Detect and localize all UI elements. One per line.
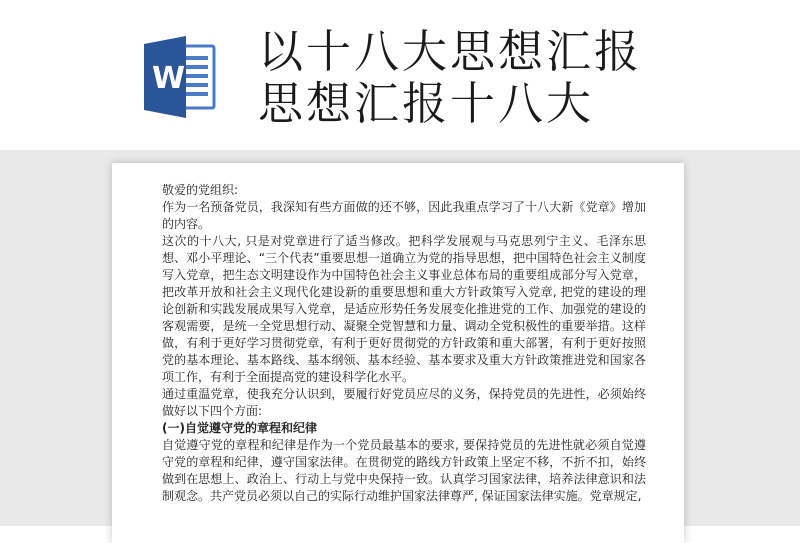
paragraph-section-1: 自觉遵守党的章程和纪律是作为一个党员最基本的要求, 要保持党员的先进性就必须自觉遵守党的章程和纪律，遵守国家法律。在贯彻党的路线方针政策上坚定不移，不折不扣，始终做到在思想上、政治上、行动上与党中央保持一致。认真学习国家法律，培养法律意识和法制观念。共产党员必须以自己的实际行动维护国家法律尊严, 保证国家法律实施。党章规定, — [162, 438, 646, 503]
page-title — [258, 26, 642, 130]
paragraph-main: 这次的十八大, 只是对党章进行了适当修改。把科学发展观与马克思列宁主义、毛泽东思想、邓小平理论、“三个代表”重要思想一道确立为党的指导思想，把中国特色社会主义制度写入党章，把生态文明建设作为中国特色社会主义事业总体布局的重要组成部分写入党章，把改革开放和社会主义现代化建设新的重要思想和重大方针政策写入党章, 把党的建设的理论创新和实践发展成果写入党章，是适应形势任务发展变化推进党的工作、加强党的建设的客观需要，是统一全党思想行动、凝聚全党智慧和力量、调动全党积极性的重要举措。这样做，有利于更好学习贯彻党章，有利于更好贯彻党的方针政策和重大部署，有利于更好按照党的基本理论、基本路线、基本纲领、基本经验、基本要求及重大方针政策推进党和国家各项工作，有利于全面提高党的建设科学化水平。 — [162, 234, 646, 384]
paragraph-intro: 作为一名预备党员，我深知有些方面做的还不够，因此我重点学习了十八大新《党章》增加的内容。 — [162, 200, 646, 231]
word-doc-icon — [142, 36, 216, 118]
word-icon-letter: W — [152, 61, 186, 96]
paragraph-transition: 通过重温党章，使我充分认识到，要履行好党员应尽的义务，保持党员的先进性，必须始终做好以下四个方面: — [162, 387, 646, 418]
title-line-2: 思想汇报十八大 — [258, 77, 595, 130]
section-heading: (一)自觉遵守党的章程和纪律 — [162, 421, 317, 435]
header-banner — [0, 0, 800, 150]
document-body — [162, 182, 646, 505]
title-line-1: 以十八大思想汇报 — [258, 25, 643, 78]
salutation: 敬爱的党组织: — [162, 183, 239, 197]
document-page — [112, 163, 684, 543]
